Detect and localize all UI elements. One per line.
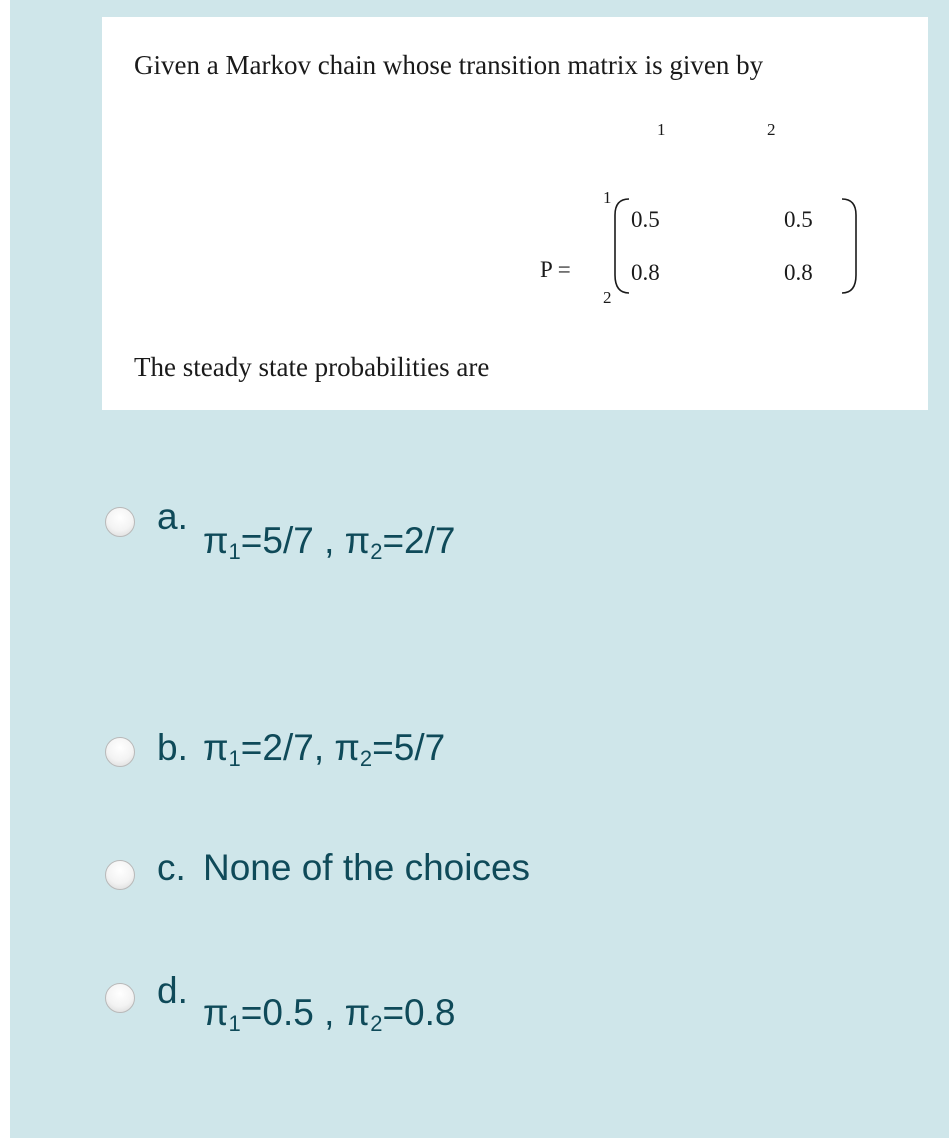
matrix-label: P = (540, 257, 571, 282)
question-outro: The steady state probabilities are (134, 352, 490, 382)
option-b-text (203, 727, 445, 772)
option-a-pi2-sub: 2 (370, 539, 383, 564)
option-d-pi1-symbol: π (203, 992, 229, 1033)
matrix-row-header-1: 1 (603, 188, 612, 207)
option-d-letter: d. (157, 970, 188, 1011)
option-c-radio[interactable] (105, 860, 135, 890)
matrix-cell-1-1: 0.5 (631, 207, 660, 232)
matrix-right-bracket (842, 199, 856, 293)
option-b-pi2-sub: 2 (359, 746, 373, 771)
option-a-pi2-value: =2/7 (382, 520, 456, 561)
option-b-pi2-symbol: π (334, 727, 360, 768)
option-c-letter: c. (157, 847, 186, 888)
matrix-cell-2-2: 0.8 (784, 260, 813, 285)
matrix-row-header-2: 2 (603, 288, 612, 307)
matrix-left-bracket (615, 199, 629, 293)
option-a-pi2-symbol: π (344, 520, 371, 561)
option-b-pi1-symbol: π (203, 727, 229, 768)
option-d-pi2-symbol: π (344, 992, 371, 1033)
question-image (102, 17, 928, 410)
matrix-col-header-1: 1 (657, 120, 666, 139)
option-d-pi2-sub: 2 (370, 1011, 383, 1036)
option-d-pi1-value: =0.5 , (240, 992, 335, 1033)
option-a-text (203, 520, 456, 565)
option-a-radio[interactable] (105, 507, 135, 537)
option-d-pi2-value: =0.8 (382, 992, 456, 1033)
option-c-text: None of the choices (203, 847, 531, 888)
option-d-pi1-sub: 1 (228, 1011, 241, 1036)
option-d-text (203, 992, 456, 1037)
matrix-cell-1-2: 0.5 (784, 207, 813, 232)
option-a-letter: a. (157, 496, 188, 537)
matrix-cell-2-1: 0.8 (631, 260, 660, 285)
option-d-radio[interactable] (105, 983, 135, 1013)
option-b-pi1-sub: 1 (228, 746, 241, 771)
option-b-letter: b. (157, 727, 188, 768)
quiz-panel (10, 0, 949, 1138)
option-a-pi1-sub: 1 (228, 539, 241, 564)
option-b-pi1-value: =2/7, (240, 727, 325, 768)
matrix-col-header-2: 2 (767, 120, 776, 139)
question-intro: Given a Markov chain whose transition matrix is given by (134, 50, 764, 80)
option-b-radio[interactable] (105, 737, 135, 767)
option-a-pi1-value: =5/7 , (240, 520, 335, 561)
option-a-pi1-symbol: π (203, 520, 229, 561)
option-b-pi2-value: =5/7 (372, 727, 446, 768)
